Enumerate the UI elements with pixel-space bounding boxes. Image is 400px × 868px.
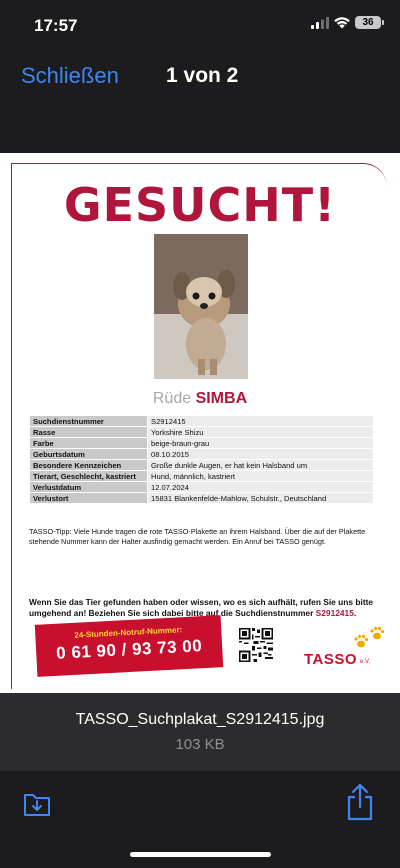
wanted-poster bbox=[11, 163, 387, 689]
status-time: 17:57 bbox=[34, 16, 78, 35]
info-key: Tierart, Geschlecht, kastriert bbox=[30, 471, 148, 482]
table-row bbox=[30, 471, 374, 482]
image-viewer[interactable] bbox=[0, 105, 400, 693]
table-row bbox=[30, 482, 374, 493]
info-value: Yorkshire Shizu bbox=[148, 427, 374, 438]
info-value: Hund, männlich, kastriert bbox=[148, 471, 374, 482]
info-key: Verlustdatum bbox=[30, 482, 148, 493]
table-row bbox=[30, 438, 374, 449]
dog-info-table bbox=[29, 415, 374, 504]
info-value: Große dunkle Augen, er hat kein Halsband um bbox=[148, 460, 374, 471]
home-indicator[interactable] bbox=[130, 852, 271, 857]
table-row bbox=[30, 449, 374, 460]
info-key: Farbe bbox=[30, 438, 148, 449]
info-key: Suchdienstnummer bbox=[30, 416, 148, 427]
cellular-signal-icon bbox=[311, 17, 329, 29]
poster-headline: GESUCHT! bbox=[63, 178, 337, 232]
info-key: Rasse bbox=[30, 427, 148, 438]
table-row bbox=[30, 427, 374, 438]
file-info bbox=[0, 693, 400, 771]
info-value: 15831 Blankenfelde-Mahlow, Schulstr., Deutschland bbox=[148, 493, 374, 504]
table-row bbox=[30, 460, 374, 471]
share-icon[interactable] bbox=[345, 783, 375, 821]
tasso-logo: TASSO bbox=[304, 651, 358, 668]
status-bar bbox=[0, 0, 400, 50]
qr-code-icon bbox=[239, 628, 273, 662]
hotline-number: 0 61 90 / 93 73 00 bbox=[55, 636, 203, 663]
wifi-icon bbox=[333, 15, 351, 29]
table-row bbox=[30, 493, 374, 504]
found-number: S2912415 bbox=[315, 608, 354, 618]
table-row bbox=[30, 416, 374, 427]
hotline-banner bbox=[35, 615, 223, 677]
info-key: Geburtsdatum bbox=[30, 449, 148, 460]
poster-image[interactable] bbox=[0, 153, 400, 693]
save-to-files-icon[interactable] bbox=[23, 791, 51, 817]
tasso-tip: TASSO-Tipp: Viele Hunde tragen die rote TASSO-Plakette an ihrem Halsband. Über die auf der Plakette stehende Nummer kann der Halter ausfindig gemacht werden. Ein Anruf bei TASSO genügt. bbox=[29, 527, 366, 546]
nav-bar bbox=[0, 50, 400, 105]
info-value: beige-braun-grau bbox=[148, 438, 374, 449]
info-value: 08.10.2015 bbox=[148, 449, 374, 460]
file-size: 103 KB bbox=[175, 736, 225, 753]
close-button[interactable]: Schließen bbox=[21, 63, 119, 88]
info-value: S2912415 bbox=[148, 416, 374, 427]
found-text: Wenn Sie das Tier gefunden haben oder wissen, wo es sich aufhält, rufen Sie uns bitte umgehend an! Beziehen Sie sich dabei bitte auf die Suchdienstnummer bbox=[29, 597, 374, 618]
dog-name-value: SIMBA bbox=[195, 390, 248, 407]
dog-photo bbox=[154, 234, 248, 379]
battery-icon bbox=[355, 16, 381, 29]
hotline-label: 24-Stunden-Notruf-Nummer: bbox=[74, 625, 183, 640]
dog-name bbox=[12, 390, 388, 408]
paw-icon bbox=[352, 626, 386, 650]
found-end: . bbox=[353, 608, 357, 618]
info-key: Besondere Kennzeichen bbox=[30, 460, 148, 471]
dog-gender: Rüde bbox=[152, 390, 192, 407]
file-name: TASSO_Suchplakat_S2912415.jpg bbox=[75, 711, 325, 728]
battery-level: 36 bbox=[362, 17, 374, 28]
tasso-logo-suffix: e.V. bbox=[360, 659, 371, 665]
info-key: Verlustort bbox=[30, 493, 148, 504]
bottom-toolbar bbox=[0, 771, 400, 868]
page-counter: 1 von 2 bbox=[166, 64, 239, 87]
info-value: 12.07.2024 bbox=[148, 482, 374, 493]
